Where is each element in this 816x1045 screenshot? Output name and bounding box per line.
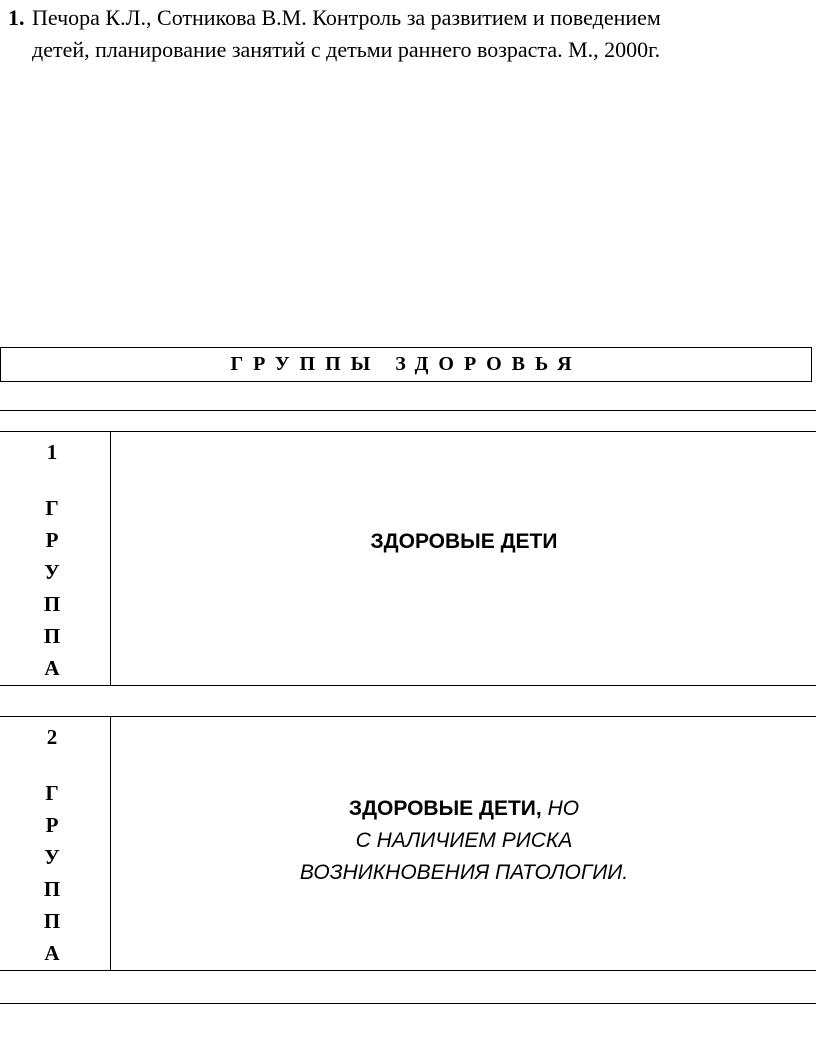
group-description-cell <box>112 432 816 685</box>
group-label-letter: П <box>43 877 61 901</box>
divider-line <box>0 1003 816 1004</box>
reference-line-1 <box>8 2 814 34</box>
group-description: ЗДОРОВЫЕ ДЕТИ <box>370 530 558 553</box>
group-label-cell <box>0 717 111 970</box>
reference-number: 1. <box>8 5 25 30</box>
group-label-letter: Г <box>45 781 59 805</box>
group-description-line-3: ВОЗНИКНОВЕНИЯ ПАТОЛОГИИ. <box>299 861 629 884</box>
group-label-letter: П <box>43 592 61 616</box>
group-description <box>112 793 816 889</box>
group-description-bold: ЗДОРОВЫЕ ДЕТИ, <box>348 797 542 820</box>
group-number: 1 <box>46 440 58 464</box>
group-description-line-2: С НАЛИЧИЕМ РИСКА <box>355 829 573 852</box>
divider-line <box>0 410 816 411</box>
group-label-letter: Р <box>45 813 59 837</box>
reference-line-2: детей, планирование занятий с детьми раннего возраста. М., 2000г. <box>32 37 661 62</box>
group-label-letter: П <box>43 909 61 933</box>
group-label-letter: П <box>43 624 61 648</box>
health-group-2 <box>0 716 816 971</box>
group-label-cell <box>0 432 111 685</box>
group-description-line-1 <box>112 793 816 825</box>
group-label-vertical <box>0 777 104 969</box>
group-description-cell <box>112 717 816 970</box>
group-number: 2 <box>46 725 58 749</box>
group-label-vertical <box>0 492 104 684</box>
group-label-letter: У <box>44 845 60 869</box>
group-label-letter: А <box>44 941 60 965</box>
group-label-letter: У <box>44 560 60 584</box>
group-label-letter: Г <box>45 496 59 520</box>
group-label-letter: Р <box>45 528 59 552</box>
reference-text-1: Печора К.Л., Сотникова В.М. Контроль за развитием и поведением <box>32 5 661 30</box>
reference-entry <box>8 2 814 66</box>
table-title: ГРУППЫ ЗДОРОВЬЯ <box>0 347 812 382</box>
group-description-italic: НО <box>547 797 580 820</box>
group-label-letter: А <box>44 656 60 680</box>
health-group-1 <box>0 431 816 686</box>
